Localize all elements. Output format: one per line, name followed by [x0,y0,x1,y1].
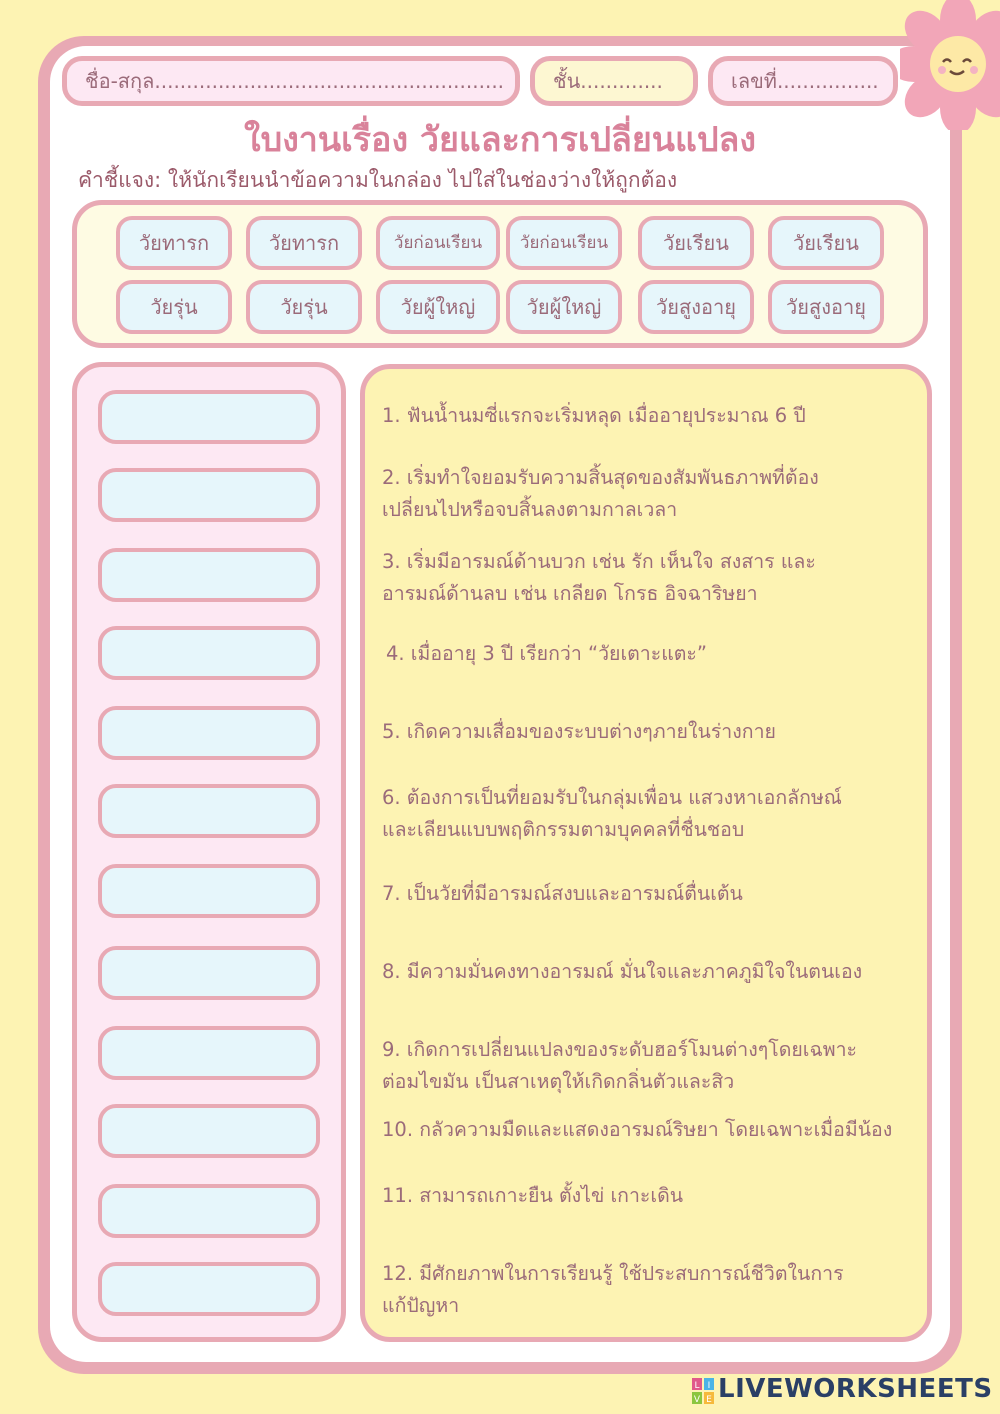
liveworksheets-logo: LIVEWORKSHEETS [718,1374,993,1404]
question-item [382,462,942,526]
word-chip[interactable]: วัยเรียน [638,216,754,270]
answer-drop-box-9[interactable] [98,1026,320,1080]
word-chip[interactable]: วัยก่อนเรียน [376,216,500,270]
word-chip[interactable]: วัยทารก [246,216,362,270]
word-chip[interactable]: วัยทารก [116,216,232,270]
word-chip[interactable]: วัยผู้ใหญ่ [506,280,622,334]
word-chip[interactable]: วัยเรียน [768,216,884,270]
number-label: เลขที่................ [731,69,879,93]
question-line: ต่อมไขมัน เป็นสาเหตุให้เกิดกลิ่นตัวและสิว [382,1070,735,1093]
question-line: อารมณ์ด้านลบ เช่น เกลียด โกรธ อิจฉาริษยา [382,582,758,605]
question-line: 4. เมื่ออายุ 3 ปี เรียกว่า “วัยเตาะแตะ” [386,642,708,665]
question-line: 5. เกิดความเสื่อมของระบบต่างๆภายในร่างกาย [382,720,776,743]
question-item [382,716,942,748]
instruction-text: คำชี้แจง: ให้นักเรียนนำข้อความในกล่อง ไปใส่ในช่องว่างให้ถูกต้อง [78,168,678,192]
word-chip[interactable]: วัยรุ่น [246,280,362,334]
question-line: 6. ต้องการเป็นที่ยอมรับในกลุ่มเพื่อน แสวงหาเอกลักษณ์ [382,786,842,809]
answer-drop-box-6[interactable] [98,784,320,838]
question-item [382,878,942,910]
word-chip[interactable]: วัยก่อนเรียน [506,216,622,270]
answer-drop-box-11[interactable] [98,1184,320,1238]
question-item [382,400,942,432]
question-line: เปลี่ยนไปหรือจบสิ้นลงตามกาลเวลา [382,498,678,521]
word-chip[interactable]: วัยสูงอายุ [638,280,754,334]
logo-mark-letter: E [706,1395,712,1404]
question-line: 10. กลัวความมืดและแสดงอารมณ์ริษยา โดยเฉพาะเมื่อมีน้อง [382,1118,893,1141]
word-chip[interactable]: วัยรุ่น [116,280,232,334]
logo-mark-letter: L [694,1381,700,1391]
answer-drop-box-7[interactable] [98,864,320,918]
question-line: และเลียนแบบพฤติกรรมตามบุคคลที่ชื่นชอบ [382,818,745,841]
number-field [708,56,898,106]
liveworksheets-logo-icon [692,1378,714,1404]
question-item [382,546,942,610]
word-chip[interactable]: วัยผู้ใหญ่ [376,280,500,334]
logo-mark-letter: V [693,1395,701,1404]
answer-drop-box-3[interactable] [98,548,320,602]
question-line: 12. มีศักยภาพในการเรียนรู้ ใช้ประสบการณ์ชีวิตในการ [382,1262,844,1285]
question-item [382,1258,942,1322]
question-line: แก้ปัญหา [382,1294,460,1317]
class-label: ชั้น............. [553,69,663,93]
question-line: 8. มีความมั่นคงทางอารมณ์ มั่นใจและภาคภูมิใจในตนเอง [382,960,863,983]
question-line: 1. ฟันน้ำนมซี่แรกจะเริ่มหลุด เมื่ออายุประมาณ 6 ปี [382,404,806,427]
name-field [62,56,520,106]
question-line: 7. เป็นวัยที่มีอารมณ์สงบและอารมณ์ตื่นเต้น [382,882,743,905]
logo-mark-letter: I [707,1381,711,1391]
question-item [382,1114,942,1146]
name-label: ชื่อ-สกุล....................................................... [85,69,505,93]
question-item [382,1180,942,1212]
answer-drop-box-1[interactable] [98,390,320,444]
answer-drop-box-4[interactable] [98,626,320,680]
answer-drop-box-12[interactable] [98,1262,320,1316]
flower-icon [900,0,1000,130]
answer-drop-box-5[interactable] [98,706,320,760]
answer-drop-box-8[interactable] [98,946,320,1000]
question-item [382,956,942,988]
answer-drop-box-2[interactable] [98,468,320,522]
question-item [382,1034,942,1098]
word-chip[interactable]: วัยสูงอายุ [768,280,884,334]
question-line: 11. สามารถเกาะยืน ตั้งไข่ เกาะเดิน [382,1184,684,1207]
question-item [386,638,946,670]
class-field [530,56,698,106]
answer-drop-box-10[interactable] [98,1104,320,1158]
question-line: 3. เริ่มมีอารมณ์ด้านบวก เช่น รัก เห็นใจ สงสาร และ [382,550,816,573]
question-line: 9. เกิดการเปลี่ยนแปลงของระดับฮอร์โมนต่างๆโดยเฉพาะ [382,1038,858,1061]
question-item [382,782,942,846]
question-line: 2. เริ่มทำใจยอมรับความสิ้นสุดของสัมพันธภาพที่ต้อง [382,466,819,489]
page-title: ใบงานเรื่อง วัยและการเปลี่ยนแปลง [244,120,756,160]
